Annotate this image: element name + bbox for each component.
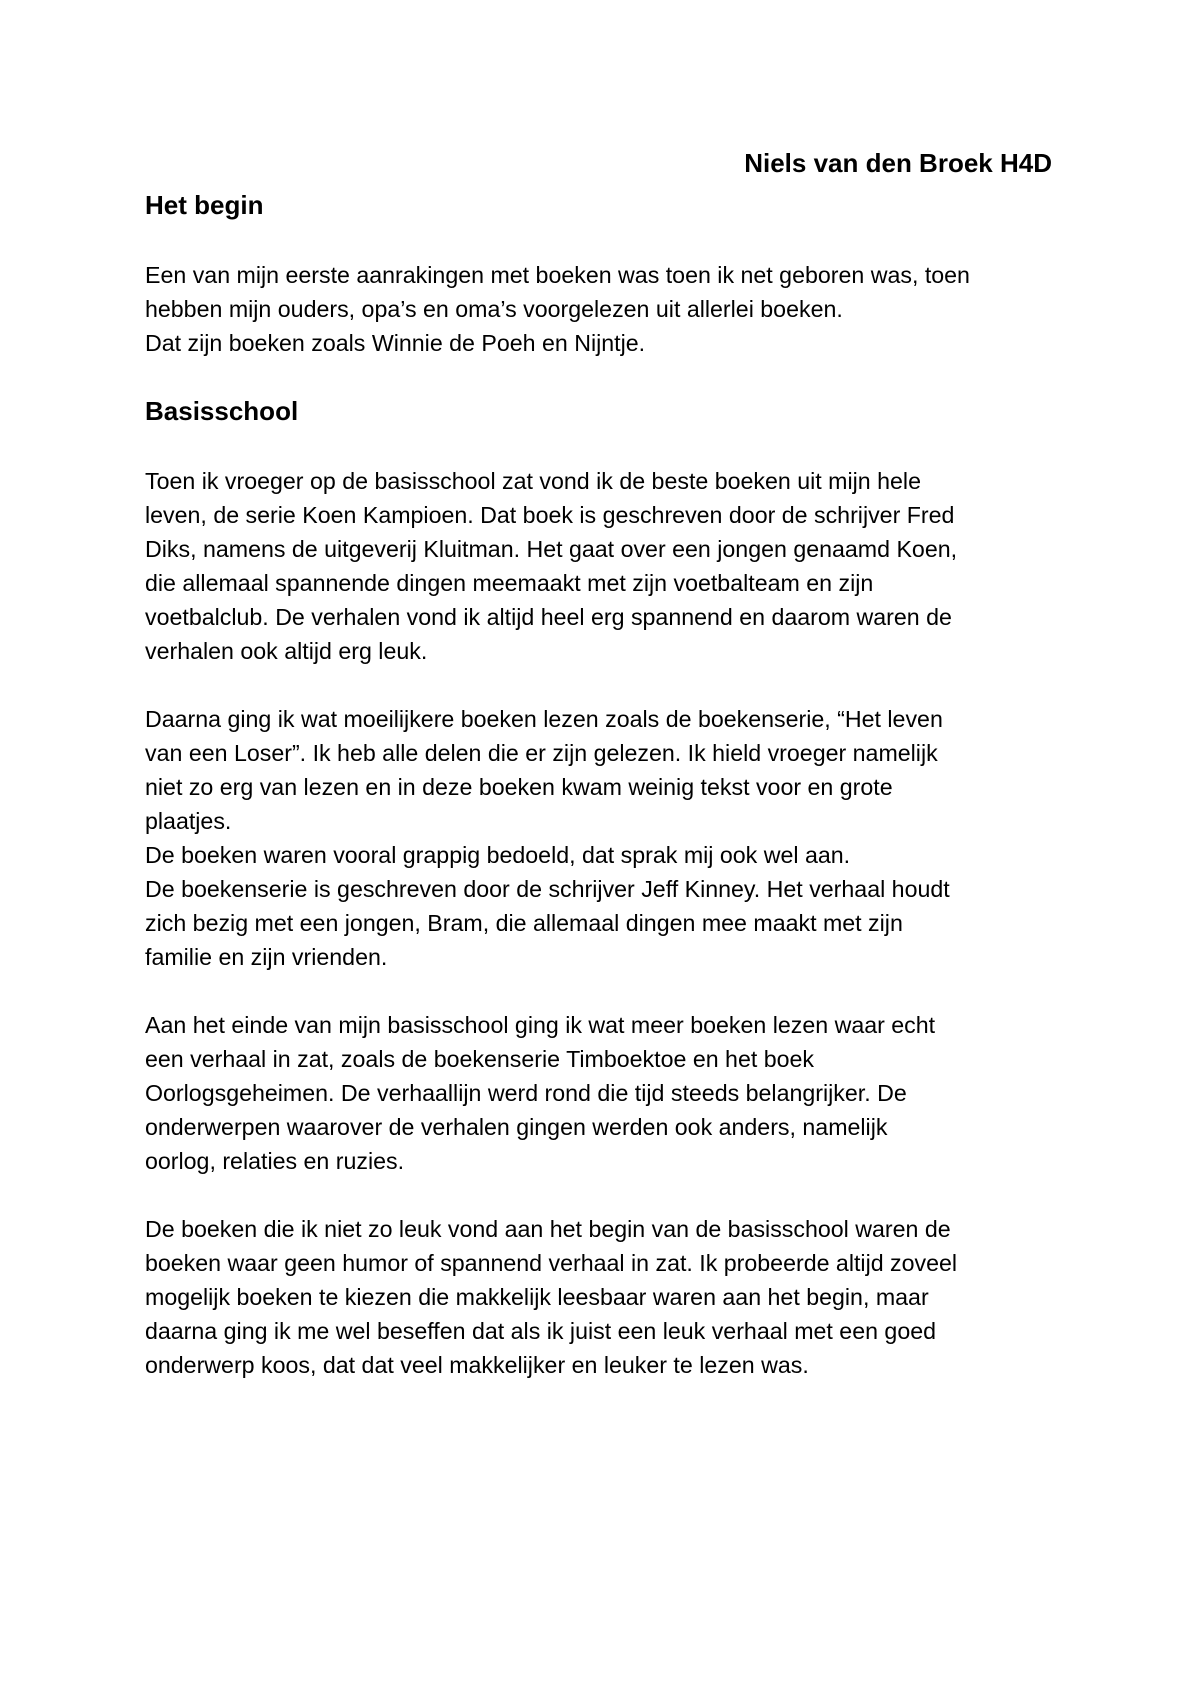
text-line: die allemaal spannende dingen meemaakt met zijn voetbalteam en zijn [145, 570, 874, 596]
text-line: daarna ging ik me wel beseffen dat als ik juist een leuk verhaal met een goed [145, 1318, 937, 1344]
text-line: boeken waar geen humor of spannend verhaal in zat. Ik probeerde altijd zoveel [145, 1250, 958, 1276]
text-line: familie en zijn vrienden. [145, 944, 388, 970]
text-line: een verhaal in zat, zoals de boekenserie Timboektoe en het boek [145, 1046, 815, 1072]
text-line: Een van mijn eerste aanrakingen met boeken was toen ik net geboren was, toen [145, 262, 970, 288]
text-line: Dat zijn boeken zoals Winnie de Poeh en Nijntje. [145, 330, 646, 356]
text-line: Diks, namens de uitgeverij Kluitman. Het gaat over een jongen genaamd Koen, [145, 536, 958, 562]
text-line: onderwerpen waarover de verhalen gingen werden ook anders, namelijk [145, 1114, 888, 1140]
text-line: Oorlogsgeheimen. De verhaallijn werd rond die tijd steeds belangrijker. De [145, 1080, 907, 1106]
text-line: mogelijk boeken te kiezen die makkelijk leesbaar waren aan het begin, maar [145, 1284, 929, 1310]
text-line: oorlog, relaties en ruzies. [145, 1148, 405, 1174]
paragraph-einde-basisschool [145, 1008, 1080, 1178]
text-line: De boekenserie is geschreven door de schrijver Jeff Kinney. Het verhaal houdt [145, 876, 950, 902]
text-line: plaatjes. [145, 808, 232, 834]
text-line: niet zo erg van lezen en in deze boeken kwam weinig tekst voor en grote [145, 774, 893, 800]
document-body [145, 188, 1080, 1382]
text-line: onderwerp koos, dat dat veel makkelijker en leuker te lezen was. [145, 1352, 809, 1378]
paragraph-minder-leuke-boeken [145, 1212, 1080, 1382]
heading-basisschool: Basisschool [145, 396, 299, 426]
text-line: De boeken waren vooral grappig bedoeld, dat sprak mij ook wel aan. [145, 842, 851, 868]
paragraph-het-begin [145, 258, 1080, 360]
text-line: Aan het einde van mijn basisschool ging ik wat meer boeken lezen waar echt [145, 1012, 936, 1038]
text-line: Daarna ging ik wat moeilijkere boeken lezen zoals de boekenserie, “Het leven [145, 706, 943, 732]
text-line: voetbalclub. De verhalen vond ik altijd heel erg spannend en daarom waren de [145, 604, 952, 630]
text-line: Toen ik vroeger op de basisschool zat vond ik de beste boeken uit mijn hele [145, 468, 921, 494]
text-line: van een Loser”. Ik heb alle delen die er zijn gelezen. Ik hield vroeger namelijk [145, 740, 938, 766]
paragraph-het-leven-van-een-loser [145, 702, 1080, 974]
paragraph-koen-kampioen [145, 464, 1080, 668]
author-name: Niels van den Broek H4D [744, 148, 1052, 178]
text-line: zich bezig met een jongen, Bram, die allemaal dingen mee maakt met zijn [145, 910, 903, 936]
text-line: De boeken die ik niet zo leuk vond aan het begin van de basisschool waren de [145, 1216, 951, 1242]
heading-het-begin: Het begin [145, 190, 264, 220]
text-line: hebben mijn ouders, opa’s en oma’s voorgelezen uit allerlei boeken. [145, 296, 843, 322]
text-line: leven, de serie Koen Kampioen. Dat boek is geschreven door de schrijver Fred [145, 502, 955, 528]
text-line: verhalen ook altijd erg leuk. [145, 638, 428, 664]
